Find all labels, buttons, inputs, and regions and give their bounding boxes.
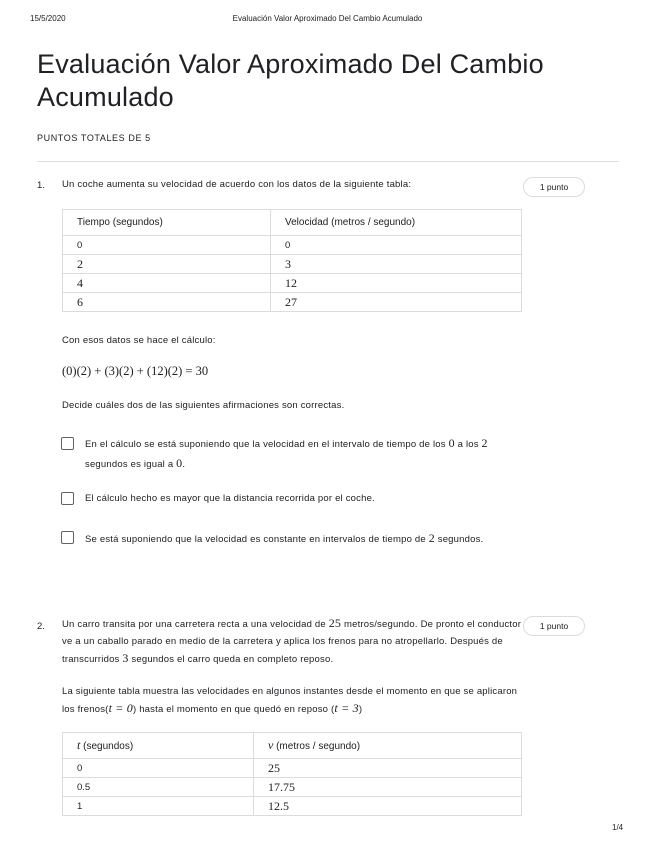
option-1-text-c: a los xyxy=(454,439,482,450)
table-row xyxy=(63,778,522,797)
question-2-table xyxy=(62,732,522,816)
question-2-text-a: Un carro transita por una carretera recta a una velocidad de xyxy=(62,619,329,630)
table-cell: 6 xyxy=(63,293,271,312)
table-header-cell xyxy=(254,733,522,759)
option-3-text-a: Se está suponiendo que la velocidad es constante en intervalos de tiempo de xyxy=(85,534,429,545)
option-1-text-a: En el cálculo se está suponiendo que la velocidad en el intervalo de tiempo de los xyxy=(85,439,449,450)
question-2-points-badge: 1 punto xyxy=(523,616,585,636)
table-cell: 2 xyxy=(63,255,271,274)
table-header-row xyxy=(63,733,522,759)
table-header-cell: Velocidad (metros / segundo) xyxy=(271,210,522,236)
option-1-text-e: segundos es igual a xyxy=(85,459,177,470)
question-2-text-b: metros/segundo. De pronto el conductor ve a un caballo parado en medio de la carretera y aplica los frenos para no atropellarlo. Después de transcurridos xyxy=(62,619,522,665)
question-2-text-c: segundos el carro queda en completo reposo. xyxy=(128,654,334,665)
var-t: t xyxy=(77,738,81,752)
option-1-math: 2 xyxy=(481,436,488,450)
table-cell: 12.5 xyxy=(254,797,522,816)
option-3-checkbox[interactable] xyxy=(61,531,74,544)
table-row xyxy=(63,255,522,274)
print-doc-title: Evaluación Valor Aproximado Del Cambio Acumulado xyxy=(232,14,423,23)
table-header-row xyxy=(63,210,522,236)
option-1-math: 0 xyxy=(176,456,183,470)
question-1-number: 1. xyxy=(37,180,45,191)
question-2-speed: 25 xyxy=(328,616,342,630)
var-v: v xyxy=(268,738,274,752)
table-header-cell xyxy=(63,733,254,759)
total-points: PUNTOS TOTALES DE 5 xyxy=(37,133,151,143)
option-2-label[interactable]: El cálculo hecho es mayor que la distancia recorrida por el coche. xyxy=(85,493,375,504)
table-cell: 27 xyxy=(271,293,522,312)
option-1-checkbox[interactable] xyxy=(61,437,74,450)
table-cell: 1 xyxy=(63,797,254,816)
table-row xyxy=(63,274,522,293)
question-2-number: 2. xyxy=(37,621,45,632)
table-cell: 0 xyxy=(63,759,254,778)
table-header-cell: Tiempo (segundos) xyxy=(63,210,271,236)
table-row xyxy=(63,293,522,312)
option-1-text-g: . xyxy=(182,459,186,470)
unit-seconds: (segundos) xyxy=(80,741,134,752)
table-cell: 0.5 xyxy=(63,778,254,797)
question-2-para-b: ) hasta el momento en que quedó en reposo ( xyxy=(133,704,335,715)
table-cell: 12 xyxy=(271,274,522,293)
question-2-paragraph xyxy=(62,683,522,718)
title-divider xyxy=(37,161,619,162)
question-2-para-a: La siguiente tabla muestra las velocidades en algunos instantes desde el momento en que se aplicaron los frenos( xyxy=(62,686,518,715)
table-cell: 0 xyxy=(271,236,522,255)
question-2-seconds: 3 xyxy=(122,651,129,665)
question-2-para-c: ) xyxy=(358,704,363,715)
table-cell: 0 xyxy=(63,236,271,255)
unit-speed: (metros / segundo) xyxy=(273,741,361,752)
question-1-instruction: Decide cuáles dos de las siguientes afirmaciones son correctas. xyxy=(62,400,345,411)
form-title: Evaluación Valor Aproximado Del Cambio Acumulado xyxy=(37,49,544,112)
table-cell: 25 xyxy=(254,759,522,778)
table-row xyxy=(63,797,522,816)
print-date: 15/5/2020 xyxy=(30,14,66,23)
table-row xyxy=(63,236,522,255)
table-cell: 3 xyxy=(271,255,522,274)
question-1-table xyxy=(62,209,522,312)
question-2-t3: t = 3 xyxy=(334,701,359,715)
option-3-label[interactable] xyxy=(85,529,495,549)
option-2-checkbox[interactable] xyxy=(61,492,74,505)
question-2-t0: t = 0 xyxy=(108,701,133,715)
table-cell: 4 xyxy=(63,274,271,293)
page-number: 1/4 xyxy=(612,823,624,832)
question-1-text: Un coche aumenta su velocidad de acuerdo con los datos de la siguiente tabla: xyxy=(62,179,412,190)
option-1-math: 0 xyxy=(448,436,455,450)
question-2-text xyxy=(62,615,522,668)
option-1-label[interactable] xyxy=(85,434,517,474)
table-cell: 17.75 xyxy=(254,778,522,797)
option-3-math: 2 xyxy=(428,531,435,545)
calc-intro: Con esos datos se hace el cálculo: xyxy=(62,335,216,346)
question-1-points-badge: 1 punto xyxy=(523,177,585,197)
calc-formula: (0)(2) + (3)(2) + (12)(2) = 30 xyxy=(62,364,209,378)
option-3-text-c: segundos. xyxy=(434,534,484,545)
table-row xyxy=(63,759,522,778)
